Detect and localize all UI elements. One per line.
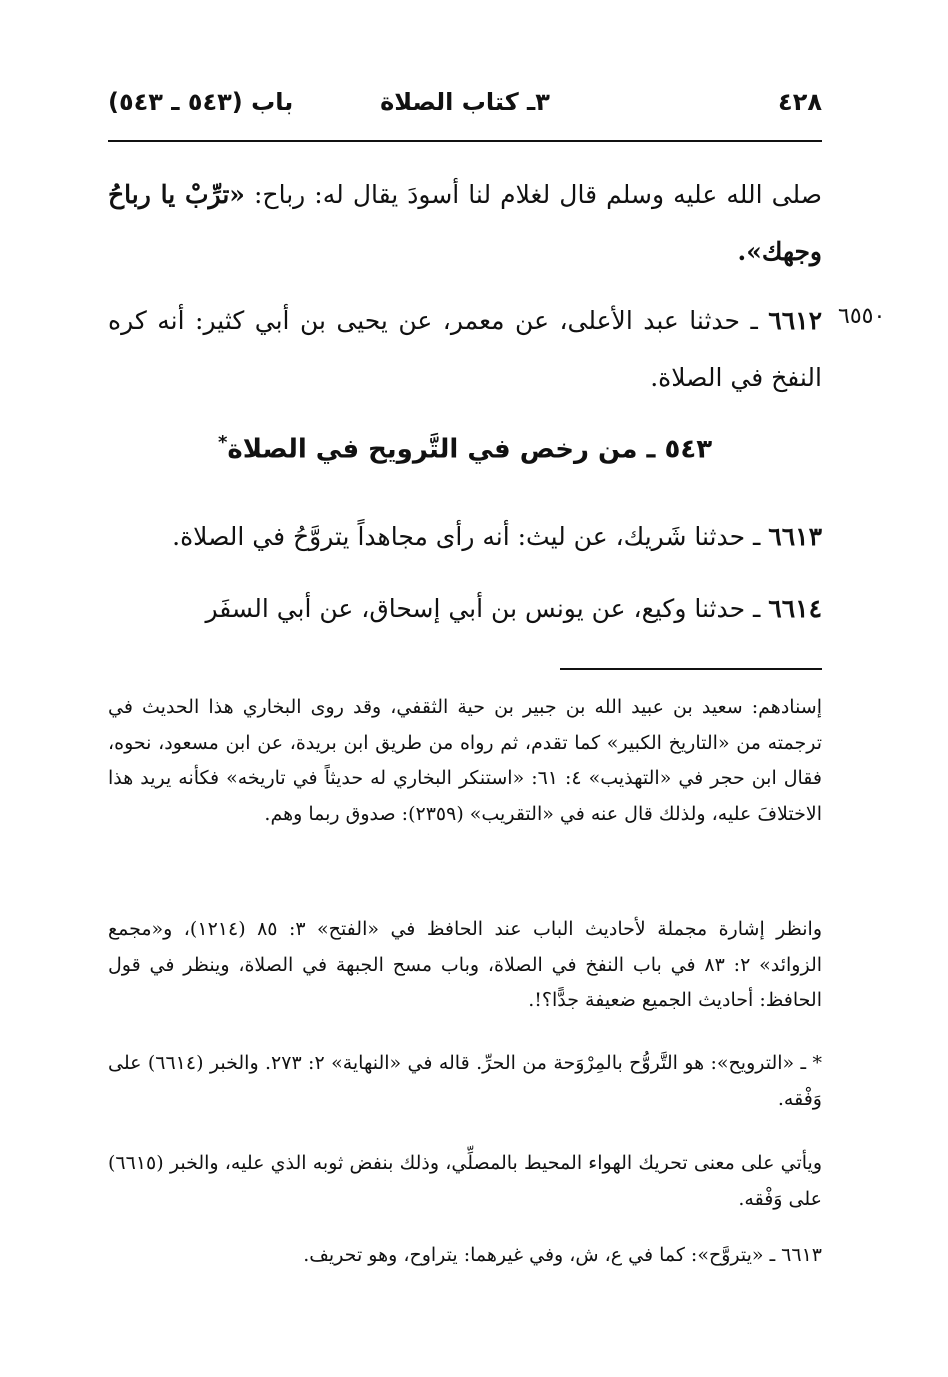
intro-quote: «ترِّبْ يا رباحُ وجهك». — [108, 180, 822, 266]
hadith-text: ـ حدثنا شَريك، عن ليث: أنه رأى مجاهداً يتروَّحُ في الصلاة. — [172, 522, 769, 551]
running-header — [108, 88, 822, 124]
hadith-text: ـ حدثنا عبد الأعلى، عن معمر، عن يحيى بن أبي كثير: أنه كره النفخ في الصلاة. — [108, 306, 822, 392]
book-title: ٣ـ كتاب الصلاة — [380, 88, 550, 116]
chapter-range: باب (٥٤٣ ـ ٥٤٣) — [108, 88, 294, 116]
footnote-ventilation: ويأتي على معنى تحريك الهواء المحيط بالمصلِّي، وذلك بنفض ثوبه الذي عليه، والخبر (٦٦١٥) على وَفْقه. — [108, 1152, 822, 1210]
footnote-variant-6613: ٦٦١٣ ـ «يتروَّح»: كما في ع، ش، وفي غيرهما: يتراوح، وهو تحريف. — [303, 1244, 822, 1266]
header-rule — [108, 140, 822, 142]
hadith-6614 — [108, 580, 822, 637]
intro-text: صلى الله عليه وسلم قال لغلام لنا أسودَ يقال له: رباح: — [244, 180, 822, 209]
footnote-mark: * — [217, 432, 228, 453]
footnote-references: وانظر إشارة مجملة لأحاديث الباب عند الحافظ في «الفتح» ٣: ٨٥ (١٢١٤)، و«مجمع الزوائد» ٢: ٨٣ في باب النفخ في الصلاة، وباب مسح الجبهة في الصلاة، وينظر في قول الحافظ: أحاديث الجميع ضعيفة جدًّا؟!. — [108, 918, 823, 1011]
hadith-number: ٦٦١٢ — [768, 306, 822, 335]
footnote-rule — [560, 668, 822, 670]
intro-paragraph — [108, 166, 822, 280]
chapter-heading — [108, 432, 822, 465]
hadith-6612 — [108, 292, 822, 406]
footnote-tarwih: * ـ «الترويح»: هو التَّروُّح بالمِرْوَحة من الحرِّ. قاله في «النهاية» ٢: ٢٧٣. والخبر (٦٦١٤) على وَفْقه. — [108, 1052, 822, 1110]
footnote-isnad: إسنادهم: سعيد بن عبيد الله بن جبير بن حية الثقفي، وقد روى البخاري هذا الحديث في ترجمته من «التاريخ الكبير» كما تقدم، ثم رواه من طريق ابن بريدة، عن ابن مسعود، نحوه، فقال ابن حجر في «التهذيب» ٤: ٦١: «استنكر البخاري له حديثاً في تاريخه» فكأنه يريد هذا الاختلافَ عليه، ولذلك قال عنه في «التقريب» (٢٣٥٩): صدوق ربما وهم. — [108, 696, 822, 825]
hadith-text: ـ حدثنا وكيع، عن يونس بن أبي إسحاق، عن أبي السفَر — [205, 594, 769, 623]
hadith-number: ٦٦١٣ — [768, 522, 822, 551]
hadith-6613 — [108, 508, 822, 565]
page-number: ٤٢٨ — [778, 88, 822, 116]
margin-reference: ٦٥٥٠ — [838, 304, 886, 329]
chapter-heading-text: ٥٤٣ ـ من رخص في التَّرويح في الصلاة — [227, 434, 713, 465]
hadith-number: ٦٦١٤ — [768, 594, 822, 623]
